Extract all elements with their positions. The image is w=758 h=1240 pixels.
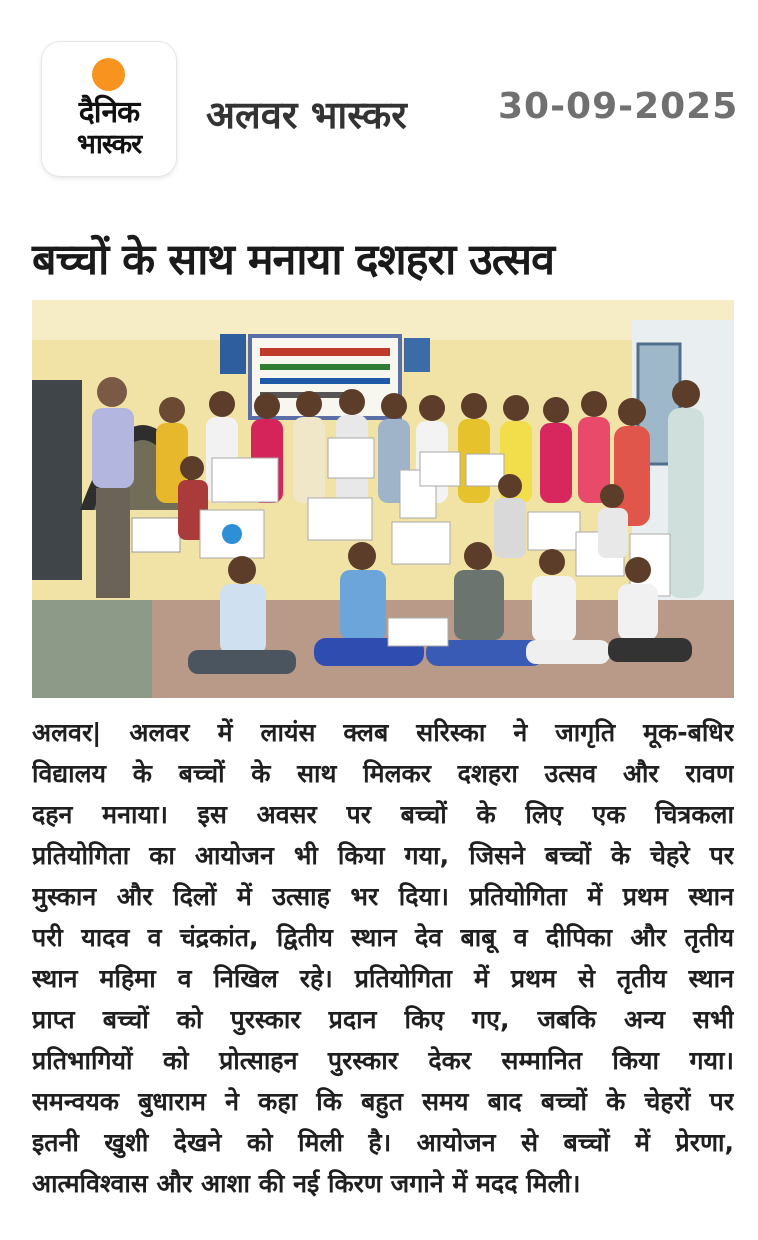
article-body xyxy=(32,712,734,1204)
article-line-5: मुस्कान और दिलों में उत्साह भर दिया। प्रतियोगिता में प्रथम स्थान xyxy=(32,882,734,911)
logo-line-1: दैनिक xyxy=(78,95,140,130)
article-line-10: समन्वयक बुधाराम ने कहा कि बहुत समय बाद बच्चों के चेहरों पर xyxy=(32,1087,734,1116)
edition-name: अलवर भास्कर xyxy=(206,93,407,137)
article-line-7: स्थान महिमा व निखिल रहे। प्रतियोगिता में प्रथम से तृतीय स्थान xyxy=(32,964,734,993)
article-line-6: परी यादव व चंद्रकांत, द्वितीय स्थान देव बाबू व दीपिका और तृतीय xyxy=(32,923,734,952)
article-dateline: अलवर| xyxy=(32,718,102,747)
group-photo-illustration xyxy=(32,300,734,698)
article-line-1-text: अलवर में लायंस क्लब सरिस्का ने जागृति मूक-बधिर xyxy=(129,718,734,747)
article-line-2: विद्यालय के बच्चों के साथ मिलकर दशहरा उत्सव और रावण xyxy=(32,759,734,788)
article-headline: बच्चों के साथ मनाया दशहरा उत्सव xyxy=(32,235,555,285)
article-line-1 xyxy=(32,712,734,753)
sun-icon xyxy=(92,58,125,91)
article-line-8: प्राप्त बच्चों को पुरस्कार प्रदान किए गए, जबकि अन्य सभी xyxy=(32,1005,734,1034)
masthead xyxy=(0,0,758,200)
dainik-bhaskar-logo[interactable] xyxy=(42,42,176,176)
article-line-3: दहन मनाया। इस अवसर पर बच्चों के लिए एक चित्रकला xyxy=(32,800,734,829)
article-line-9: प्रतिभागियों को प्रोत्साहन पुरस्कार देकर सम्मानित किया गया। xyxy=(32,1046,734,1075)
group-photo[interactable] xyxy=(32,300,734,698)
article-line-4: प्रतियोगिता का आयोजन भी किया गया, जिसने बच्चों के चेहरे पर xyxy=(32,841,734,870)
article-line-12: आत्मविश्वास और आशा की नई किरण जगाने में मदद मिली। xyxy=(32,1169,581,1198)
edition-date: 30-09-2025 xyxy=(498,86,739,127)
article-line-11: इतनी खुशी देखने को मिली है। आयोजन से बच्चों में प्रेरणा, xyxy=(32,1128,734,1157)
logo-line-2: भास्कर xyxy=(76,129,142,160)
